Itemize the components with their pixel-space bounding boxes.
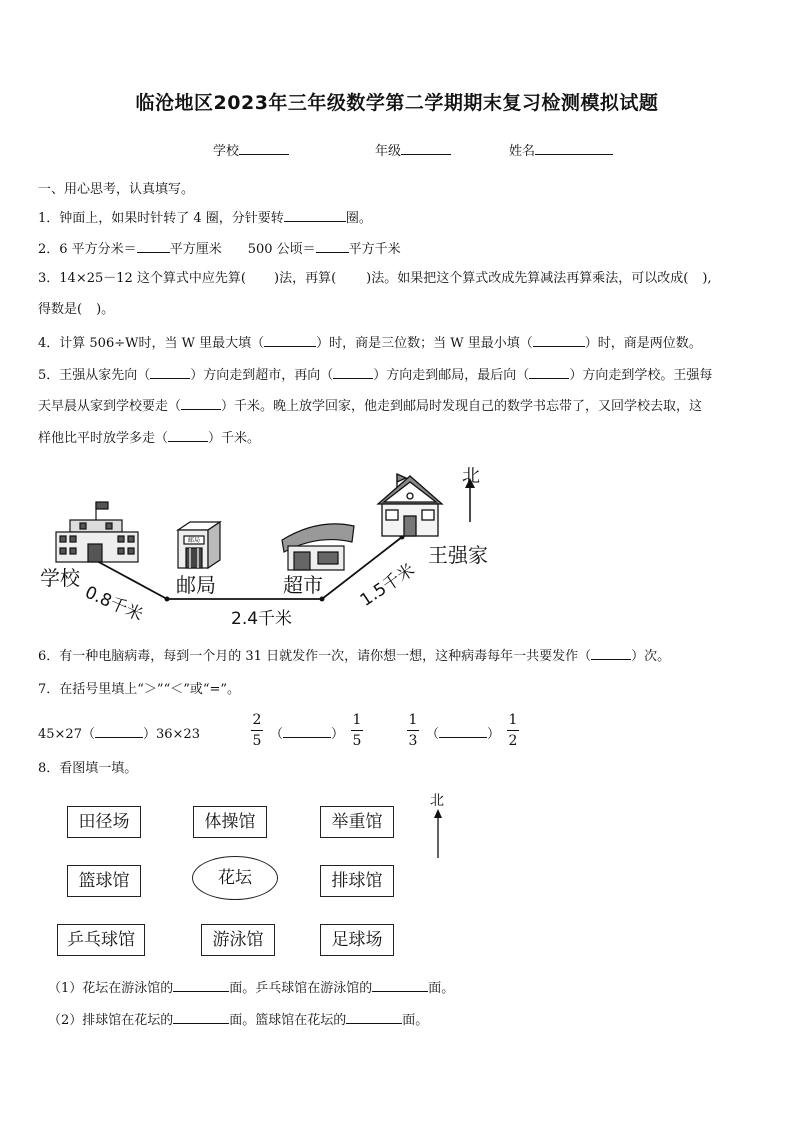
school-label: 学校	[213, 144, 240, 159]
question-2	[38, 238, 401, 259]
q7-compare-1	[38, 723, 200, 744]
q6-blank[interactable]	[591, 645, 631, 660]
q7-blank-3[interactable]	[439, 723, 487, 738]
school-building-icon	[56, 502, 138, 562]
venue-gymnastics-hall: 体操馆	[193, 806, 267, 838]
name-label: 姓名	[509, 144, 536, 159]
question-7: 7．在括号里填上“＞”“＜”或“=”。	[38, 682, 241, 697]
q5-blank-2[interactable]	[333, 364, 373, 379]
q3-text-a: 3．14×25－12 这个算式中应先算(	[38, 271, 246, 286]
q7-left-paren: （	[270, 727, 284, 742]
map-distance-1: 0.8千米	[81, 582, 146, 626]
q5-text-h: ）千米。	[208, 431, 261, 446]
q8-s2-text-b: 面。篮球馆在花坛的	[229, 1013, 347, 1028]
question-3-line-1	[38, 270, 712, 288]
grade-field	[375, 140, 451, 159]
post-office-icon	[178, 522, 220, 568]
house-icon	[378, 474, 442, 536]
question-3-line-2	[38, 301, 114, 319]
q2-unit-a: 平方厘米	[169, 242, 222, 257]
q8-s1-text-c: 面。	[428, 981, 455, 996]
q1-blank[interactable]	[284, 207, 346, 222]
q5-blank-5[interactable]	[168, 427, 208, 442]
q2-blank-2[interactable]	[316, 238, 349, 253]
q4-blank-1[interactable]	[264, 332, 316, 347]
question-8: 8．看图填一填。	[38, 761, 138, 776]
q2-text-b: 500 公顷＝	[247, 242, 316, 257]
school-blank[interactable]	[239, 140, 289, 155]
school-field	[213, 140, 289, 159]
q2-blank-1[interactable]	[137, 238, 170, 253]
q5-text-b: ）方向走到超市，再向（	[190, 368, 334, 383]
q8-s1-blank-1[interactable]	[173, 977, 229, 992]
q6-text-a: 6．有一种电脑病毒，每到一个月的 31 日就发作一次，请你想一想，这种病毒每年一共要发作（	[38, 649, 592, 664]
q6-text-b: ）次。	[631, 649, 671, 664]
map-post-label: 邮局	[176, 573, 216, 597]
q3-text-f: )。	[96, 302, 115, 317]
q8-s1-blank-2[interactable]	[372, 977, 428, 992]
q5-text-a: 5．王强从家先向（	[38, 368, 151, 383]
q8-s1-text-b: 面。乒乓球馆在游泳馆的	[229, 981, 373, 996]
venue-weightlifting-hall: 举重馆	[320, 806, 394, 838]
q3-text-d: ),	[702, 271, 712, 286]
grade-blank[interactable]	[401, 140, 451, 155]
q8-s2-text-a: （2）排球馆在花坛的	[48, 1013, 174, 1028]
post-dot	[165, 597, 170, 602]
fraction-numerator: 2	[252, 712, 262, 728]
q5-text-c: ）方向走到邮局，最后向（	[373, 368, 530, 383]
q2-text-a: 2．6 平方分米＝	[38, 242, 137, 257]
q4-blank-2[interactable]	[533, 332, 585, 347]
q7-fraction-1-2	[507, 712, 519, 749]
q3-text-b: )法，再算(	[274, 271, 337, 286]
venue-football-field: 足球场	[320, 924, 394, 956]
q8-north-label: 北	[430, 793, 444, 809]
q3-text-c: )法。如果把这个算式改成先算减法再算乘法，可以改成(	[366, 271, 689, 286]
q7-expr-1-right: ）36×23	[142, 727, 200, 742]
q7-fraction-1-3	[407, 712, 419, 749]
q7-blank-2[interactable]	[283, 723, 331, 738]
q5-text-d: ）方向走到学校。王强每	[569, 368, 713, 383]
q7-right-paren: ）	[487, 727, 501, 742]
q7-left-paren: （	[426, 727, 440, 742]
question-5-line-2	[38, 395, 702, 416]
q7-fraction-2-5	[251, 712, 263, 749]
supermarket-icon	[282, 524, 354, 570]
fraction-numerator: 1	[508, 712, 518, 728]
map-distance-3: 1.5千米	[356, 560, 419, 611]
q5-blank-4[interactable]	[181, 395, 221, 410]
question-1	[38, 207, 372, 228]
map-school-label: 学校	[40, 566, 80, 590]
section-heading: 一、用心思考，认真填写。	[38, 182, 195, 197]
q5-blank-3[interactable]	[529, 364, 569, 379]
q1-text: 1．钟面上，如果时针转了 4 圈，分针要转	[38, 211, 284, 226]
question-4	[38, 332, 702, 353]
q4-text-c: ）时，商是两位数。	[584, 336, 702, 351]
map-distance-2: 2.4千米	[231, 609, 293, 629]
venue-flower-bed: 花坛	[192, 856, 278, 900]
q5-text-e: 天早晨从家到学校要走（	[38, 399, 182, 414]
map-market-label: 超市	[283, 573, 323, 597]
q8-s2-blank-2[interactable]	[346, 1009, 402, 1024]
q7-compare-2	[270, 723, 344, 744]
post-sign: 邮局	[188, 537, 201, 544]
q8-north-arrow-icon	[432, 808, 444, 860]
venue-track-field: 田径场	[67, 806, 141, 838]
q8-sub-1	[48, 977, 454, 998]
page-title: 临沧地区2023年三年级数学第二学期期末复习检测模拟试题	[135, 92, 659, 114]
grade-label: 年级	[375, 144, 402, 159]
q7-compare-3	[426, 723, 500, 744]
fraction-numerator: 1	[352, 712, 362, 728]
fraction-denominator: 2	[508, 733, 518, 749]
name-blank[interactable]	[535, 140, 613, 155]
fraction-denominator: 5	[252, 733, 262, 749]
q8-sub-2	[48, 1009, 428, 1030]
q1-unit: 圈。	[345, 211, 372, 226]
q5-text-g: 样他比平时放学多走（	[38, 431, 169, 446]
q8-s2-blank-1[interactable]	[173, 1009, 229, 1024]
q2-unit-b: 平方千米	[348, 242, 401, 257]
question-5-line-3	[38, 427, 260, 448]
q8-s1-text-a: （1）花坛在游泳馆的	[48, 981, 174, 996]
question-6	[38, 645, 670, 666]
q4-text-b: ）时，商是三位数；当 W 里最小填（	[316, 336, 533, 351]
q8-s2-text-c: 面。	[402, 1013, 429, 1028]
venue-volleyball-hall: 排球馆	[320, 865, 394, 897]
question-5-line-1	[38, 364, 712, 385]
venue-table-tennis-hall: 乒乓球馆	[57, 924, 145, 956]
map-north-label: 北	[462, 466, 480, 487]
q5-blank-1[interactable]	[150, 364, 190, 379]
venue-swimming-hall: 游泳馆	[201, 924, 275, 956]
q3-text-e: 得数是(	[38, 302, 83, 317]
q7-fraction-1-5	[351, 712, 363, 749]
q5-text-f: ）千米。晚上放学回家，他走到邮局时发现自己的数学书忘带了，又回学校去取，这	[221, 399, 703, 414]
q7-expr-1-left: 45×27（	[38, 727, 95, 742]
q7-right-paren: ）	[331, 727, 345, 742]
venue-basketball-hall: 篮球馆	[67, 865, 141, 897]
name-field	[509, 140, 613, 159]
fraction-denominator: 3	[408, 733, 418, 749]
q4-text-a: 4．计算 506÷W时，当 W 里最大填（	[38, 336, 265, 351]
map-home-label: 王强家	[428, 543, 488, 567]
q7-blank-1[interactable]	[95, 723, 143, 738]
fraction-denominator: 5	[352, 733, 362, 749]
fraction-numerator: 1	[408, 712, 418, 728]
